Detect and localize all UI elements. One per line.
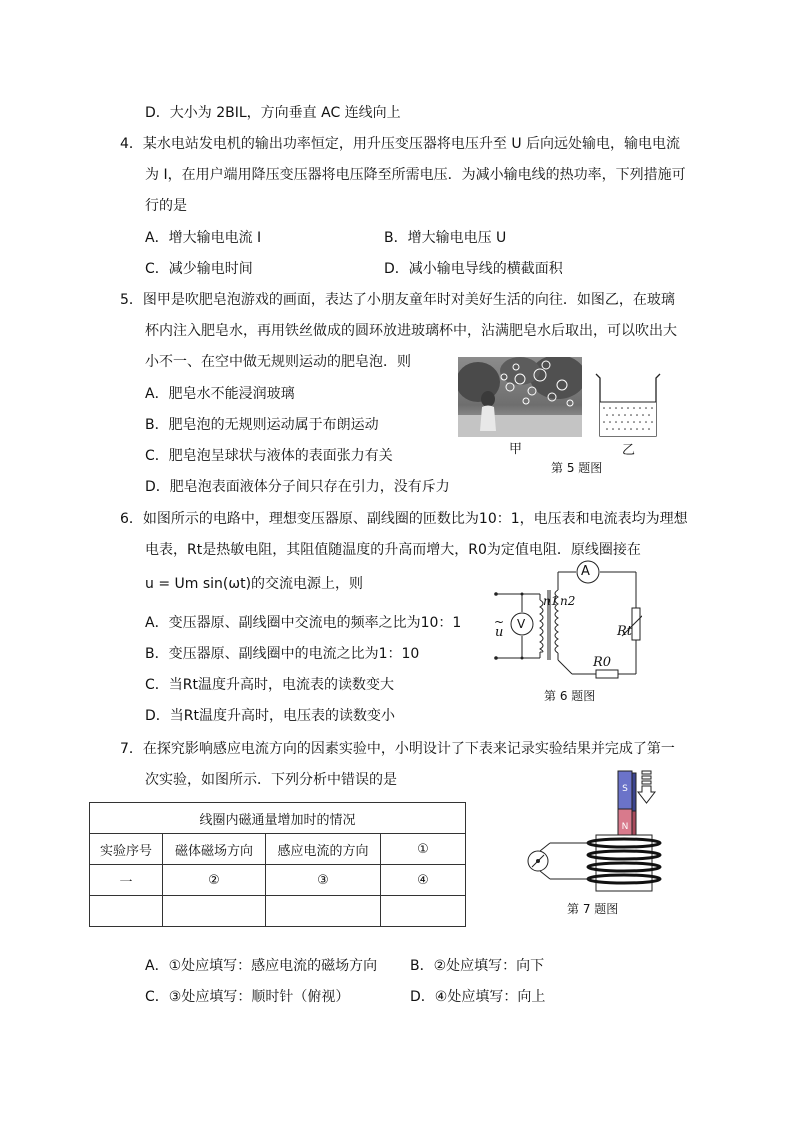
table-cell-r1c1: 一 <box>90 865 163 896</box>
table-cell-r1c4: ④ <box>381 865 466 896</box>
q5-stem-line3: 小不一、在空中做无规则运动的肥皂泡．则 <box>145 354 411 370</box>
magnet-n-label: N <box>621 822 629 832</box>
q4-option-d: D．减小输电导线的横截面积 <box>384 261 563 277</box>
q6-option-d: D．当Rt温度升高时，电压表的读数变小 <box>145 708 395 724</box>
voltmeter-label: V <box>517 617 526 631</box>
table-header-3: 感应电流的方向 <box>266 834 381 865</box>
label-yi: 乙 <box>622 443 636 458</box>
transformer-circuit <box>492 560 642 684</box>
q4-stem-line3: 行的是 <box>145 198 187 214</box>
q4-option-c: C．减少输电时间 <box>145 261 253 277</box>
table-cell-r1c2: ② <box>163 865 266 896</box>
q4-option-a: A．增大输电电流 I <box>145 230 262 246</box>
beaker-figure <box>594 372 664 440</box>
r0-label: R0 <box>593 655 612 670</box>
ammeter-label: A <box>581 564 590 579</box>
q7-caption: 第 7 题图 <box>567 902 619 916</box>
table-header-1: 实验序号 <box>90 834 163 865</box>
table-title: 线圈内磁通量增加时的情况 <box>90 803 466 834</box>
q6-stem-line3: u = Um sin(ωt)的交流电源上，则 <box>145 576 364 592</box>
rt-label: Rt <box>617 624 633 639</box>
q6-stem-line1: 6．如图所示的电路中，理想变压器原、副线圈的匝数比为10：1，电压表和电流表均为理想 <box>120 511 688 527</box>
magnet-coil-figure <box>518 765 662 895</box>
q7-stem-line1: 7．在探究影响感应电流方向的因素实验中，小明设计了下表来记录实验结果并完成了第一 <box>120 741 675 757</box>
q5-option-b: B．肥皂泡的无规则运动属于布朗运动 <box>145 417 379 433</box>
table-cell-r1c3: ③ <box>266 865 381 896</box>
q5-caption: 第 5 题图 <box>551 461 603 475</box>
label-jia: 甲 <box>509 442 523 457</box>
q5-option-c: C．肥皂泡呈球状与液体的表面张力有关 <box>145 448 393 464</box>
q7-option-c: C．③处应填写：顺时针（俯视） <box>145 989 350 1005</box>
q5-option-d: D．肥皂泡表面液体分子间只存在引力，没有斥力 <box>145 479 450 495</box>
q4-stem-line1: 4．某水电站发电机的输出功率恒定，用升压变压器将电压升至 U 后向远处输电，输电电流 <box>120 136 681 152</box>
q5-stem-line2: 杯内注入肥皂水，再用铁丝做成的圆环放进玻璃杯中，沾满肥皂水后取出，可以吹出大 <box>145 323 677 339</box>
table-header-2: 磁体磁场方向 <box>163 834 266 865</box>
q7-option-d: D．④处应填写：向上 <box>410 989 546 1005</box>
q6-option-b: B．变压器原、副线圈中的电流之比为1：10 <box>145 646 420 662</box>
table-cell-r2c4 <box>381 896 466 927</box>
q7-option-a: A．①处应填写：感应电流的磁场方向 <box>145 958 378 974</box>
table-cell-r2c2 <box>163 896 266 927</box>
n1-label: n1 <box>543 594 559 608</box>
q7-stem-line2: 次实验，如图所示．下列分析中错误的是 <box>145 772 397 788</box>
q5-stem-line1: 5．图甲是吹肥皂泡游戏的画面，表达了小朋友童年时对美好生活的向往．如图乙，在玻璃 <box>120 292 675 308</box>
q3-option-d: D．大小为 2BIL，方向垂直 AC 连线向上 <box>145 105 401 121</box>
n2-label: n2 <box>560 594 576 608</box>
q4-option-b: B．增大输电电压 U <box>384 230 507 246</box>
q6-option-c: C．当Rt温度升高时，电流表的读数变大 <box>145 677 394 693</box>
table-cell-r2c3 <box>266 896 381 927</box>
q6-caption: 第 6 题图 <box>544 689 596 703</box>
q7-table <box>89 802 466 927</box>
q7-option-b: B．②处应填写：向下 <box>410 958 545 974</box>
ac-symbol: ~ <box>494 615 505 629</box>
q6-stem-line2: 电表，Rt是热敏电阻，其阻值随温度的升高而增大，R0为定值电阻．原线圈接在 <box>145 542 641 558</box>
bubble-photo <box>458 357 582 437</box>
table-header-4: ① <box>381 834 466 865</box>
u-label: u <box>495 625 504 640</box>
q4-stem-line2: 为 I，在用户端用降压变压器将电压降至所需电压．为减小输电线的热功率，下列措施可 <box>145 167 686 183</box>
magnet-s-label: S <box>622 784 628 794</box>
q5-option-a: A．肥皂水不能浸润玻璃 <box>145 386 295 402</box>
q6-option-a: A．变压器原、副线圈中交流电的频率之比为10：1 <box>145 615 462 631</box>
table-cell-r2c1 <box>90 896 163 927</box>
